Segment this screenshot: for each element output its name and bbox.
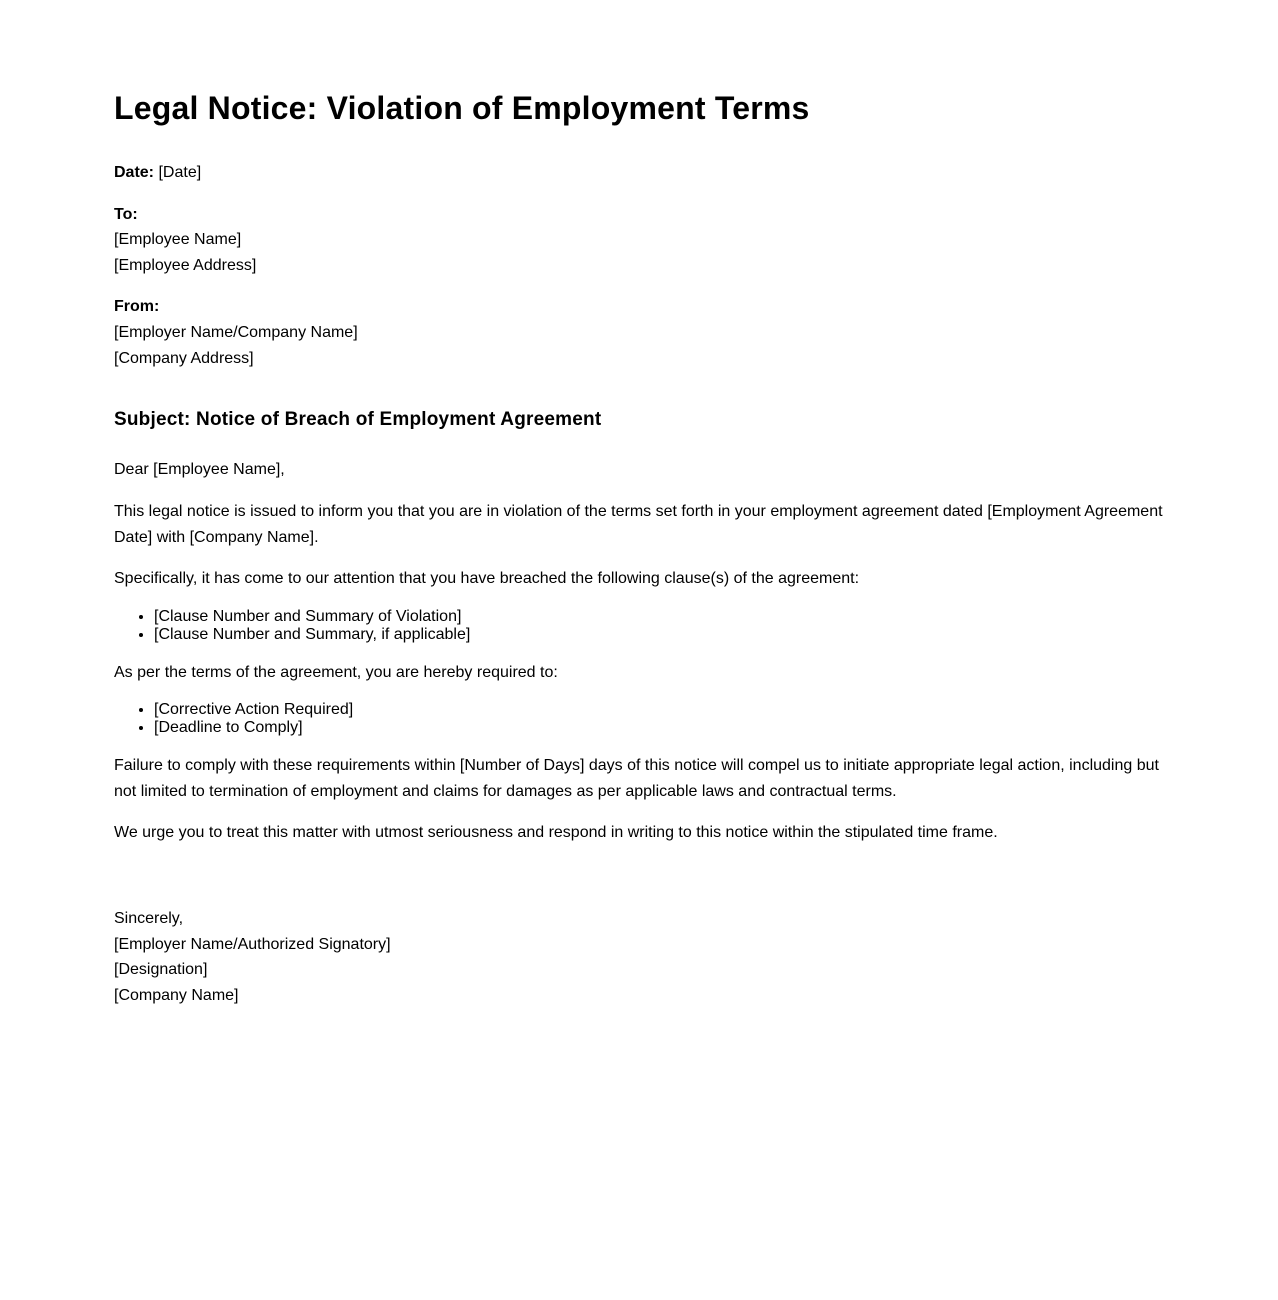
from-label: From:	[114, 298, 160, 315]
date-line	[114, 160, 201, 186]
list-item: • [Clause Number and Summary of Violation]	[154, 608, 470, 626]
paragraph-urge-response: We urge you to treat this matter with utmost seriousness and respond in writing to this notice within the stipulated time frame.	[114, 824, 998, 841]
from-company-address: [Company Address]	[114, 350, 254, 367]
violations-list	[114, 608, 470, 644]
valediction: Sincerely,	[114, 910, 184, 927]
requirements-list	[114, 701, 353, 737]
list-item: • [Clause Number and Summary, if applicable]	[154, 626, 470, 644]
signatory-company: [Company Name]	[114, 987, 239, 1004]
date-value: [Date]	[158, 164, 202, 181]
list-item: • [Corrective Action Required]	[154, 701, 353, 719]
signatory-designation: [Designation]	[114, 961, 208, 978]
signatory-name: [Employer Name/Authorized Signatory]	[114, 936, 391, 953]
salutation: Dear [Employee Name],	[114, 461, 285, 478]
paragraph-requirements-intro: As per the terms of the agreement, you are hereby required to:	[114, 664, 558, 681]
paragraph-consequences: Failure to comply with these requirements within [Number of Days] days of this notice will compel us to initiate appropriate legal action, including but not limited to termination of employment and claims for damages as per applicable laws and contractual terms.	[114, 757, 1159, 800]
to-label: To:	[114, 206, 138, 223]
to-employee-address: [Employee Address]	[114, 257, 257, 274]
to-employee-name: [Employee Name]	[114, 231, 242, 248]
paragraph-violation-intro: This legal notice is issued to inform you that you are in violation of the terms set forth in your employment agreement dated [Employment Agreement Date] with [Company Name].	[114, 503, 1163, 546]
paragraph-clauses-intro: Specifically, it has come to our attention that you have breached the following clause(s) of the agreement:	[114, 570, 860, 587]
from-employer-name: [Employer Name/Company Name]	[114, 324, 358, 341]
date-label: Date:	[114, 164, 155, 181]
subject-heading: Subject: Notice of Breach of Employment Agreement	[114, 409, 602, 430]
list-item: • [Deadline to Comply]	[154, 719, 353, 737]
document-title: Legal Notice: Violation of Employment Terms	[114, 90, 810, 126]
